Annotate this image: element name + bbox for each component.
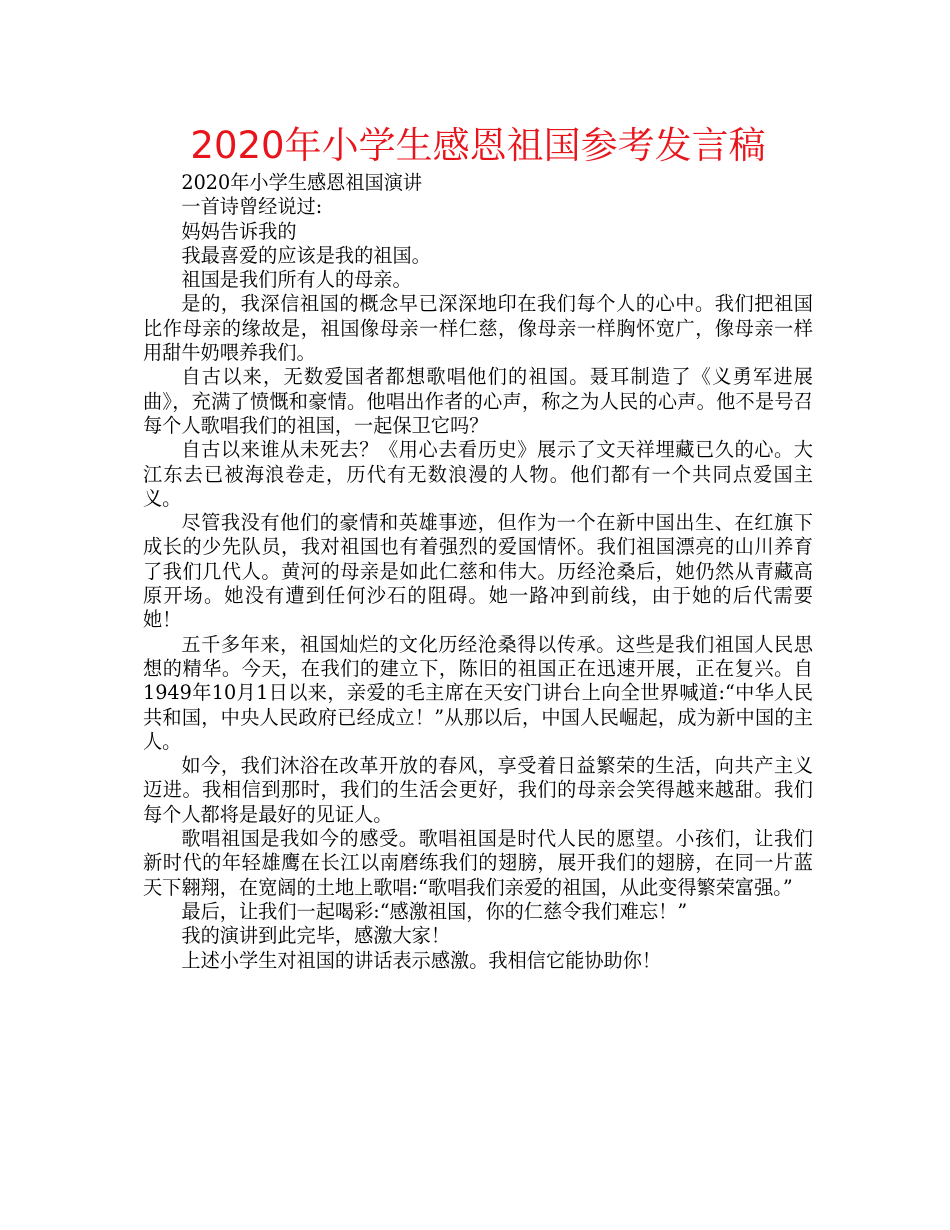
paragraph: 祖国是我们所有人的母亲。 [181,268,412,292]
paragraph: 是的，我深信祖国的概念早已深深地印在我们每个人的心中。我们把祖国比作母亲的缘故是，祖国像母亲一样仁慈，像母亲一样胸怀宽广，像母亲一样用甜牛奶喂养我们。 [143,292,813,365]
document-body [143,171,813,973]
paragraph: 五千多年来，祖国灿烂的文化历经沧桑得以传承。这些是我们祖国人民思想的精华。今天，在我们的建立下，陈旧的祖国正在迅速开展，正在复兴。自1949年10月1日以来，亲爱的毛主席在天安门讲台上向全世界喊道:“中华人民共和国，中央人民政府已经成立！”从那以后，中国人民崛起，成为新中国的主人。 [143,632,813,753]
document-title: 2020年小学生感恩祖国参考发言稿 [190,124,766,167]
paragraph: 妈妈告诉我的 [181,219,297,243]
paragraph: 如今，我们沐浴在改革开放的春风，享受着日益繁荣的生活，向共产主义迈进。我相信到那时，我们的生活会更好，我们的母亲会笑得越来越甜。我们每个人都将是最好的见证人。 [143,754,813,826]
paragraph: 最后，让我们一起喝彩:“感激祖国，你的仁慈令我们难忘！” [181,899,688,923]
paragraph: 尽管我没有他们的豪情和英雄事迹，但作为一个在新中国出生、在红旗下成长的少先队员，我对祖国也有着强烈的爱国情怀。我们祖国漂亮的山川养育了我们几代人。黄河的母亲是如此仁慈和伟大。历经沧桑后，她仍然从青藏高原开场。她没有遭到任何沙石的阻碍。她一路冲到前线，由于她的后代需要她！ [143,511,813,632]
paragraph: 我最喜爱的应该是我的祖国。 [181,243,431,267]
paragraph: 自古以来谁从未死去？《用心去看历史》展示了文天祥埋藏已久的心。大江东去已被海浪卷走，历代有无数浪漫的人物。他们都有一个共同点爱国主义。 [143,438,813,510]
paragraph: 2020年小学生感恩祖国演讲 [181,171,423,194]
paragraph: 上述小学生对祖国的讲话表示感激。我相信它能协助你！ [181,948,662,972]
paragraph: 歌唱祖国是我如今的感受。歌唱祖国是时代人民的愿望。小孩们，让我们新时代的年轻雄鹰在长江以南磨练我们的翅膀，展开我们的翅膀，在同一片蓝天下翱翔，在宽阔的土地上歌唱:“歌唱我们亲爱的祖国，从此变得繁荣富强。” [143,827,813,899]
document-page [143,118,813,973]
paragraph: 自古以来，无数爱国者都想歌唱他们的祖国。聂耳制造了《义勇军进展曲》，充满了愤慨和豪情。他唱出作者的心声，称之为人民的心声。他不是号召每个人歌唱我们的祖国，一起保卫它吗？ [143,365,813,437]
paragraph: 一首诗曾经说过: [181,195,323,219]
paragraph: 我的演讲到此完毕，感激大家！ [181,924,451,948]
